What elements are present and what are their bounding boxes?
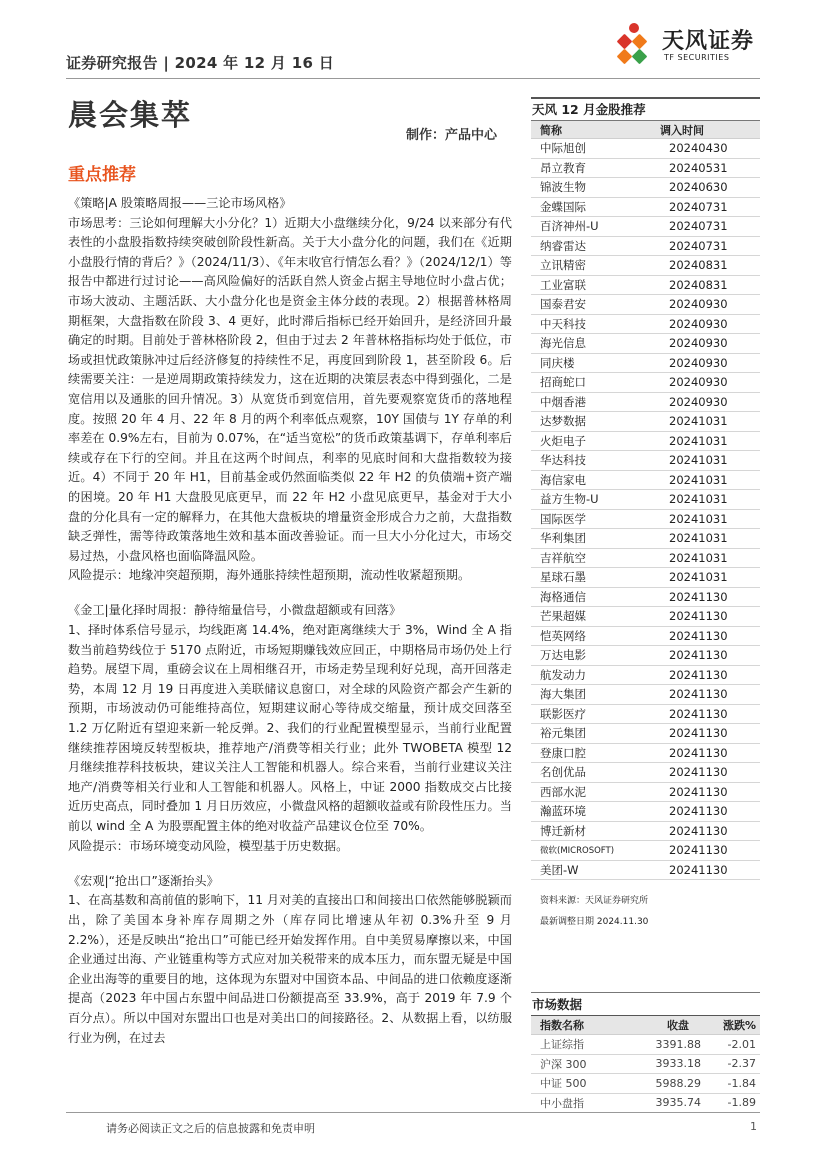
logo-english: TF SECURITIES — [664, 53, 730, 62]
stock-name: 华达科技 — [540, 453, 586, 468]
stock-name: 美团-W — [540, 862, 579, 877]
table-row — [531, 354, 760, 374]
page-subtitle: 制作：产品中心 — [406, 128, 498, 143]
stock-date: 20241130 — [669, 804, 728, 819]
article-title: 《金工|量化择时周报：静待缩量信号，小微盘超额或有回落》 — [68, 603, 402, 618]
col-date-header: 调入时间 — [660, 123, 704, 137]
index-name: 上证综指 — [540, 1038, 584, 1052]
stock-name: 锦波生物 — [540, 180, 586, 195]
stock-name: 海信家电 — [540, 472, 586, 487]
table-row — [531, 783, 760, 803]
stock-name: 百济神州-U — [540, 219, 599, 234]
article-body: 市场思考：三论如何理解大小分化？1）近期大小盘继续分化，9/24 以来部分有代表性的小盘股指数持续突破创阶段性新高。关于大小盘分化的问题，我们在《近期小盘股行情的背后？》（2024/11/3）、《年末收官行情怎么看？》（2024/12/1）等报告中都进行过讨论——高风险偏好的活跃自然人资金占据主导地位时小盘占优；市场大波动、主题活跃、大小盘分化也是资金主体分歧的表现。2）根据普林格周期框架，大盘指数在阶段 3、4 更好，此时滞后指标已经开始回升，是经济回升最确定的时期。目前处于普林格阶段 2，但由于过去 2 年普林格指标均处于低位，市场或担忧政策脉冲过后经济修复的持续性不足，再度回到阶段 1，甚至阶段 6。后续需要关注：一是逆周期政策持续发力，这在近期的决策层表态中得到强化，二是宽信用以及通胀的回升情况。3）从宽货币到宽信用，首先要观察宽货币的落地程度。按照 20 年 4 月、22 年 8 月的两个利率低点观察，10Y 国债与 1Y 存单的利率差在 0.9%左右，目前为 0.07%，在“适当宽松”的货币政策基调下，存单利率后续或存在下行的空间。并且在这两个时间点，利率的见底时间和大盘指数较为接近。4）不同于 20 年 H1，目前基金或仍然面临类似 22 年 H2 的负债端+资产端的困境。20 年 H1 大盘股见底更早，而 22 年 H2 小盘见底更早，基金对于大小盘的分化具有一定的解释力，在其他大盘板块的增量资金形成合力之前，大盘指数缺乏弹性，需等待政策落地生效和基本面改善验证。而一旦大小分化过大，市场交易过热，小盘风格也面临降温风险。 — [68, 215, 512, 563]
table-row — [531, 529, 760, 549]
article-title: 《宏观|“抢出口”逐渐抬头》 — [68, 873, 219, 888]
table-row — [531, 822, 760, 842]
table-row — [531, 1074, 760, 1094]
page-number: 1 — [750, 1120, 757, 1133]
stock-date: 20241130 — [669, 667, 728, 682]
stock-name: 纳睿雷达 — [540, 238, 586, 253]
index-change: -2.01 — [727, 1037, 756, 1051]
stock-name: 中天科技 — [540, 316, 586, 331]
stock-name: 恺英网络 — [540, 628, 586, 643]
table-row — [531, 861, 760, 881]
stock-name: 海格通信 — [540, 589, 586, 604]
table-row — [531, 763, 760, 783]
stock-date: 20241031 — [669, 453, 728, 468]
stock-name: 海光信息 — [540, 336, 586, 351]
stock-name: 万达电影 — [540, 648, 586, 663]
table-row — [531, 802, 760, 822]
market-panel-title: 市场数据 — [531, 992, 760, 1016]
article-title: 《策略|A 股策略周报——三论市场风格》 — [68, 196, 292, 210]
stock-date: 20241031 — [669, 433, 728, 448]
stock-date: 20240731 — [669, 199, 728, 214]
table-row — [531, 295, 760, 315]
stock-name: 中烟香港 — [540, 394, 586, 409]
stock-name: 西部水泥 — [540, 784, 586, 799]
article-body: 1、择时体系信号显示，均线距离 14.4%，绝对距离继续大于 3%，Wind 全 A 指数当前趋势线位于 5170 点附近，市场短期赚钱效应回正，中期格局市场仍处上行趋势。展望下周，重磅会议在上周相继召开，市场走势呈现利好兑现，高开回落走势，本周 12 月 19 日再度进入美联储议息窗口，对全球的风险资产都会产生新的预期，市场波动仍可能维持高位，短期建议耐心等待成交缩量，预计成交回落至 1.2 万亿附近有望迎来新一轮反弹。2、我们的行业配置模型显示，当前行业配置继续推荐困境反转型板块，推荐地产/消费等相关行业；此外 TWOBETA 模型 12 月继续推荐科技板块，建议关注人工智能和机器人。综合来看，当前行业建议关注地产/消费等相关行业和人工智能和机器人。风格上，中证 2000 指数成交占比接近历史高点，同时叠加 1 月日历效应，小微盘风格的超额收益或有阶段性压力。当前以 wind 全 A 为股票配置主体的绝对收益产品建议仓位至 70%。 — [68, 623, 512, 833]
report-date-line: 证券研究报告 | 2024 年 12 月 16 日 — [66, 54, 335, 72]
stock-date: 20241130 — [669, 687, 728, 702]
table-row — [531, 237, 760, 257]
stock-date: 20240630 — [669, 180, 728, 195]
stock-name: 联影医疗 — [540, 706, 586, 721]
table-row — [531, 646, 760, 666]
col-name-header: 简称 — [540, 123, 562, 137]
stock-name: 昂立教育 — [540, 160, 586, 175]
stock-date: 20240430 — [669, 141, 728, 156]
article — [68, 194, 512, 586]
stock-date: 20241130 — [669, 648, 728, 663]
article — [68, 872, 512, 1048]
stock-date: 20240531 — [669, 160, 728, 175]
stock-date: 20240930 — [669, 355, 728, 370]
article-risk: 风险提示：市场环境变动风险，模型基于历史数据。 — [68, 838, 349, 853]
col-index-header: 指数名称 — [540, 1019, 584, 1032]
table-row — [531, 549, 760, 569]
table-row — [531, 412, 760, 432]
stock-name: 星球石墨 — [540, 570, 586, 585]
table-row — [531, 334, 760, 354]
index-name: 沪深 300 — [540, 1057, 587, 1071]
index-name: 中证 500 — [540, 1077, 587, 1091]
table-row — [531, 510, 760, 530]
index-close: 5988.29 — [655, 1076, 701, 1090]
market-data-panel — [531, 992, 760, 1113]
stock-date: 20241130 — [669, 843, 728, 858]
table-row — [531, 217, 760, 237]
index-close: 3935.74 — [655, 1096, 701, 1110]
stock-date: 20241130 — [669, 628, 728, 643]
source-note: 资料来源：天风证券研究所 — [540, 896, 649, 906]
table-row — [531, 490, 760, 510]
stock-name: 金蝶国际 — [540, 199, 586, 214]
table-row — [531, 1094, 760, 1114]
stock-date: 20240831 — [669, 258, 728, 273]
stock-date: 20241031 — [669, 550, 728, 565]
stock-date: 20241031 — [669, 570, 728, 585]
stock-date: 20241031 — [669, 472, 728, 487]
stock-date: 20241130 — [669, 862, 728, 877]
stock-date: 20240731 — [669, 219, 728, 234]
stock-name: 立讯精密 — [540, 258, 586, 273]
stock-name: 吉祥航空 — [540, 550, 586, 565]
stock-date: 20241130 — [669, 609, 728, 624]
index-change: -1.84 — [727, 1076, 756, 1090]
table-row — [531, 588, 760, 608]
index-name: 中小盘指 — [540, 1096, 584, 1110]
stock-date: 20241130 — [669, 784, 728, 799]
footer-rule — [66, 1112, 760, 1113]
stock-name: 登康口腔 — [540, 745, 586, 760]
stock-date: 20240731 — [669, 238, 728, 253]
table-row — [531, 276, 760, 296]
stock-name: 瀚蓝环境 — [540, 804, 586, 819]
col-change-header: 涨跌% — [722, 1019, 756, 1032]
stock-name: 裕元集团 — [540, 726, 586, 741]
stock-date: 20240930 — [669, 394, 728, 409]
stock-date: 20241130 — [669, 765, 728, 780]
header-rule — [66, 78, 760, 79]
stock-name: 华利集团 — [540, 531, 586, 546]
logo-name: 天风证券 — [662, 29, 755, 54]
index-close: 3933.18 — [655, 1057, 701, 1071]
table-row — [531, 178, 760, 198]
table-row — [531, 744, 760, 764]
table-row — [531, 627, 760, 647]
stock-date: 20240930 — [669, 297, 728, 312]
stock-panel-title: 天风 12 月金股推荐 — [531, 97, 760, 121]
main-content — [68, 194, 512, 1064]
stock-table-header — [531, 121, 760, 139]
market-table-body — [531, 1035, 760, 1113]
stock-date: 20241031 — [669, 511, 728, 526]
stock-name: 芒果超媒 — [540, 609, 586, 624]
stock-date: 20241130 — [669, 706, 728, 721]
stock-date: 20240930 — [669, 316, 728, 331]
stock-date: 20241130 — [669, 745, 728, 760]
stock-name: 益方生物-U — [540, 492, 599, 507]
stock-name: 海大集团 — [540, 687, 586, 702]
company-logo — [610, 22, 760, 72]
stock-name: 招商蛇口 — [540, 375, 586, 390]
table-row — [531, 198, 760, 218]
section-heading: 重点推荐 — [68, 165, 136, 185]
page-title: 晨会集萃 — [68, 98, 193, 132]
col-close-header: 收盘 — [667, 1019, 689, 1032]
index-change: -2.37 — [727, 1057, 756, 1071]
stock-date: 20241130 — [669, 726, 728, 741]
stock-date: 20240930 — [669, 375, 728, 390]
table-row — [531, 373, 760, 393]
stock-name: 博迁新材 — [540, 823, 586, 838]
update-note: 最新调整日期 2024.11.30 — [540, 917, 649, 927]
stock-name: 微软(MICROSOFT) — [540, 846, 615, 857]
table-row — [531, 139, 760, 159]
index-change: -1.89 — [727, 1096, 756, 1110]
tf-logo-icon — [610, 22, 660, 72]
index-close: 3391.88 — [655, 1037, 701, 1051]
table-row — [531, 724, 760, 744]
stock-recommendation-panel — [531, 97, 760, 933]
market-table-header — [531, 1016, 760, 1035]
article-body: 1、在高基数和高前值的影响下，11 月对美的直接出口和间接出口依然能够脱颖而出，除了美国本身补库存周期之外（库存同比增速从年初 0.3%升至 9 月 2.2%），还是反映出“抢出口”可能已经开始发挥作用。自中美贸易摩擦以来，中国企业通过出海、产业链重构等方式应对加关税带来的成本压力，而东盟无疑是中国企业出海等的重要目的地，这体现为东盟对中国资本品、中间品的进口依赖度逐渐提高（2023 年中国占东盟中间品进口份额提高至 33.9%，高于 2019 年 7.9 个百分点）。所以中国对东盟出口也是对美出口的间接路径。2、从数据上看，以纺服行业为例，在过去 — [68, 893, 512, 1045]
table-row — [531, 607, 760, 627]
article — [68, 601, 512, 856]
table-row — [531, 432, 760, 452]
table-row — [531, 1055, 760, 1075]
stock-date: 20241130 — [669, 589, 728, 604]
table-row — [531, 393, 760, 413]
stock-date: 20241031 — [669, 492, 728, 507]
footer-disclaimer: 请务必阅读正文之后的信息披露和免责申明 — [106, 1122, 315, 1135]
table-row — [531, 315, 760, 335]
table-row — [531, 685, 760, 705]
table-row — [531, 705, 760, 725]
table-row — [531, 841, 760, 861]
table-row — [531, 471, 760, 491]
stock-name: 中际旭创 — [540, 141, 586, 156]
stock-name: 名创优品 — [540, 765, 586, 780]
stock-name: 航发动力 — [540, 667, 586, 682]
stock-date: 20240831 — [669, 277, 728, 292]
stock-name: 国泰君安 — [540, 297, 586, 312]
table-row — [531, 666, 760, 686]
stock-date: 20241031 — [669, 414, 728, 429]
stock-name: 工业富联 — [540, 277, 586, 292]
stock-date: 20241130 — [669, 823, 728, 838]
stock-name: 国际医学 — [540, 511, 586, 526]
stock-table-body — [531, 139, 760, 880]
stock-name: 同庆楼 — [540, 355, 575, 370]
table-row — [531, 256, 760, 276]
table-row — [531, 568, 760, 588]
stock-date: 20241031 — [669, 531, 728, 546]
table-row — [531, 451, 760, 471]
table-row — [531, 1035, 760, 1055]
article-risk: 风险提示：地缘冲突超预期，海外通胀持续性超预期，流动性收紧超预期。 — [68, 568, 471, 583]
stock-name: 达梦数据 — [540, 414, 586, 429]
stock-date: 20240930 — [669, 336, 728, 351]
table-row — [531, 159, 760, 179]
stock-name: 火炬电子 — [540, 433, 586, 448]
